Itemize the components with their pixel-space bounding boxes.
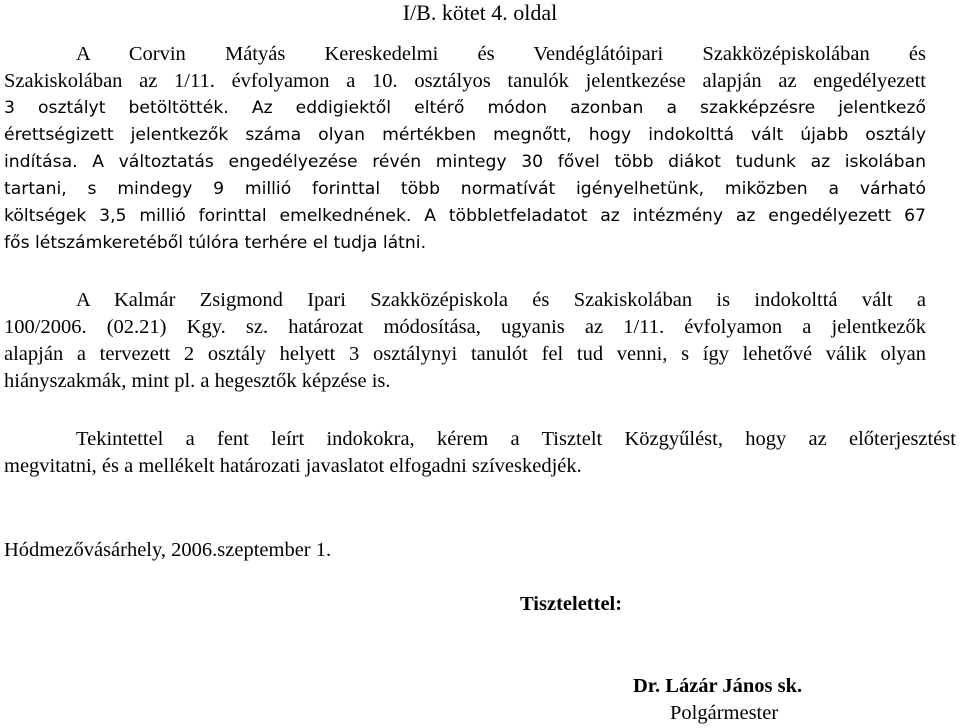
paragraph-1-line: 3 osztályt betöltötték. Az eddigiektől eltérő módon azonban a szakképzésre jelentkező [4, 98, 926, 118]
paragraph-1-line: A Corvin Mátyás Kereskedelmi és Vendéglátóipari Szakközépiskolában és [76, 43, 926, 65]
paragraph-3-line: megvitatni, és a mellékelt határozati javaslatot elfogadni szíveskedjék. [4, 455, 582, 477]
paragraph-1-line: érettségizett jelentkezők száma olyan mértékben megnőtt, hogy indokolttá vált újabb osztály [4, 125, 926, 145]
paragraph-1-line: indítása. A változtatás engedélyezése révén mintegy 30 fővel több diákot tudunk az iskolában [4, 152, 926, 172]
signer-title: Polgármester [670, 702, 779, 724]
paragraph-1-line: Szakiskolában az 1/11. évfolyamon a 10. osztályos tanulók jelentkezése alapján az engedélyezett [4, 70, 926, 92]
paragraph-2-line: hiányszakmák, mint pl. a hegesztők képzése is. [4, 370, 391, 392]
signer-name: Dr. Lázár János sk. [633, 675, 803, 697]
paragraph-1-line: költségek 3,5 millió forinttal emelkednének. A többletfeladatot az intézmény az engedélyezett 67 [4, 206, 926, 226]
paragraph-1-line: tartani, s mindegy 9 millió forinttal több normatívát igényelhetünk, miközben a várható [4, 179, 926, 199]
page-header: I/B. kötet 4. oldal [402, 0, 558, 25]
place-date: Hódmezővásárhely, 2006.szeptember 1. [4, 539, 332, 561]
paragraph-1-line: fős létszámkeretéből túlóra terhére el tudja látni. [4, 233, 427, 253]
closing: Tisztelettel: [520, 593, 623, 615]
paragraph-2-line: A Kalmár Zsigmond Ipari Szakközépiskola és Szakiskolában is indokolttá vált a [76, 289, 926, 311]
paragraph-2-line: 100/2006. (02.21) Kgy. sz. határozat módosítása, ugyanis az 1/11. évfolyamon a jelentkezők [4, 316, 926, 338]
paragraph-3-line: Tekintettel a fent leírt indokokra, kérem a Tisztelt Közgyűlést, hogy az előterjesztést [76, 428, 956, 450]
paragraph-2-line: alapján a tervezett 2 osztály helyett 3 osztálynyi tanulót fel tud venni, s így lehetővé válik olyan [4, 343, 926, 365]
